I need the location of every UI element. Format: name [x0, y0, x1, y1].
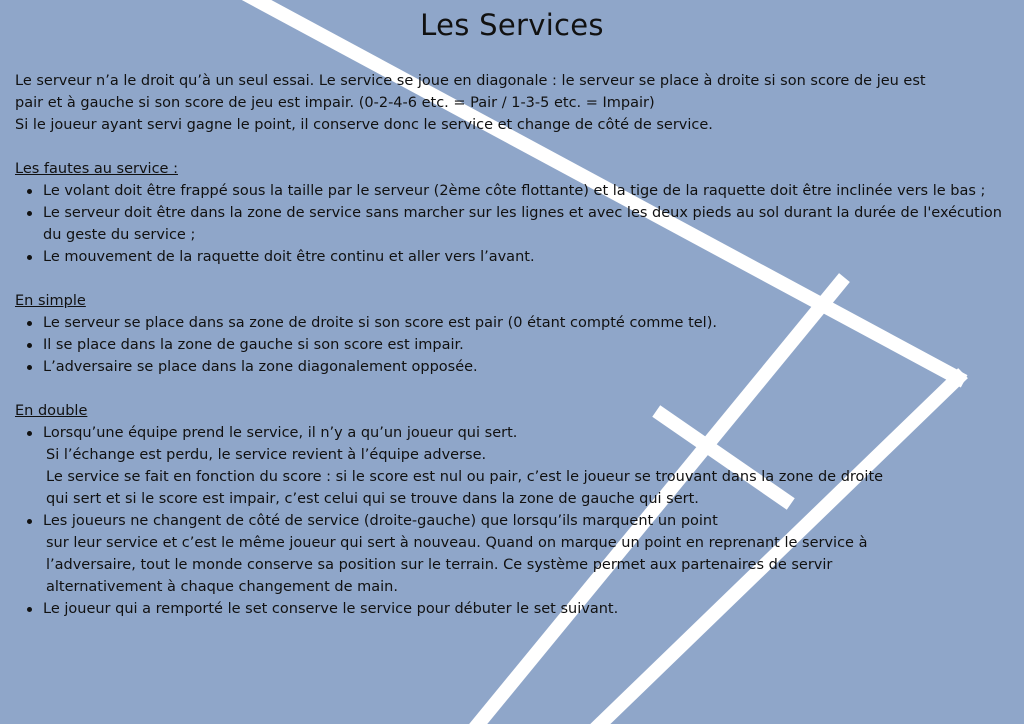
doubles-item1-line1: Lorsqu’une équipe prend le service, il n’y a qu’un joueur qui sert.: [43, 425, 518, 441]
list-item: Le volant doit être frappé sous la taille par le serveur (2ème côte flottante) et la tige de la raquette doit être inclinée vers le bas ;: [15, 180, 1010, 202]
list-item: Le joueur qui a remporté le set conserve le service pour débuter le set suivant.: [15, 598, 1010, 620]
intro-line-1: Le serveur n’a le droit qu’à un seul essai. Le service se joue en diagonale : le serveur se place à droite si son score de jeu est: [15, 73, 926, 89]
doubles-list: [15, 422, 1010, 620]
page-title: Les Services: [420, 8, 604, 42]
doubles-item1-line3: Le service se fait en fonction du score : si le score est nul ou pair, c’est le joueur se trouvant dans la zone de droite: [46, 469, 884, 485]
doubles-item1-line4: qui sert et si le score est impair, c’est celui qui se trouve dans la zone de gauche qui sert.: [46, 491, 699, 507]
doubles-heading: En double: [15, 403, 88, 419]
doubles-item2-line4: alternativement à chaque changement de main.: [46, 579, 398, 595]
singles-list: [15, 312, 1010, 378]
faults-list: [15, 180, 1010, 268]
faults-heading: Les fautes au service :: [15, 161, 178, 177]
list-item: Le serveur se place dans sa zone de droite si son score est pair (0 étant compté comme tel).: [15, 312, 1010, 334]
doubles-item1-line2: Si l’échange est perdu, le service revient à l’équipe adverse.: [46, 447, 487, 463]
intro-line-2: pair et à gauche si son score de jeu est impair. (0-2-4-6 etc. = Pair / 1-3-5 etc. = Impair): [15, 95, 655, 111]
list-item: [15, 422, 1010, 510]
doubles-item2-line3: l’adversaire, tout le monde conserve sa position sur le terrain. Ce système permet aux partenaires de servir: [46, 557, 833, 573]
list-item: [15, 510, 1010, 598]
list-item: Le mouvement de la raquette doit être continu et aller vers l’avant.: [15, 246, 1010, 268]
doubles-item2-line1: Les joueurs ne changent de côté de service (droite-gauche) que lorsqu’ils marquent un point: [43, 513, 718, 529]
list-item: Il se place dans la zone de gauche si son score est impair.: [15, 334, 1010, 356]
list-item: Le serveur doit être dans la zone de service sans marcher sur les lignes et avec les deux pieds au sol durant la durée de l'exécution du geste du service ;: [15, 202, 1010, 246]
singles-heading: En simple: [15, 293, 86, 309]
rules-content: [15, 70, 1010, 620]
list-item: L’adversaire se place dans la zone diagonalement opposée.: [15, 356, 1010, 378]
intro-line-3: Si le joueur ayant servi gagne le point, il conserve donc le service et change de côté de service.: [15, 117, 713, 133]
doubles-item2-line2: sur leur service et c’est le même joueur qui sert à nouveau. Quand on marque un point en reprenant le service à: [46, 535, 868, 551]
